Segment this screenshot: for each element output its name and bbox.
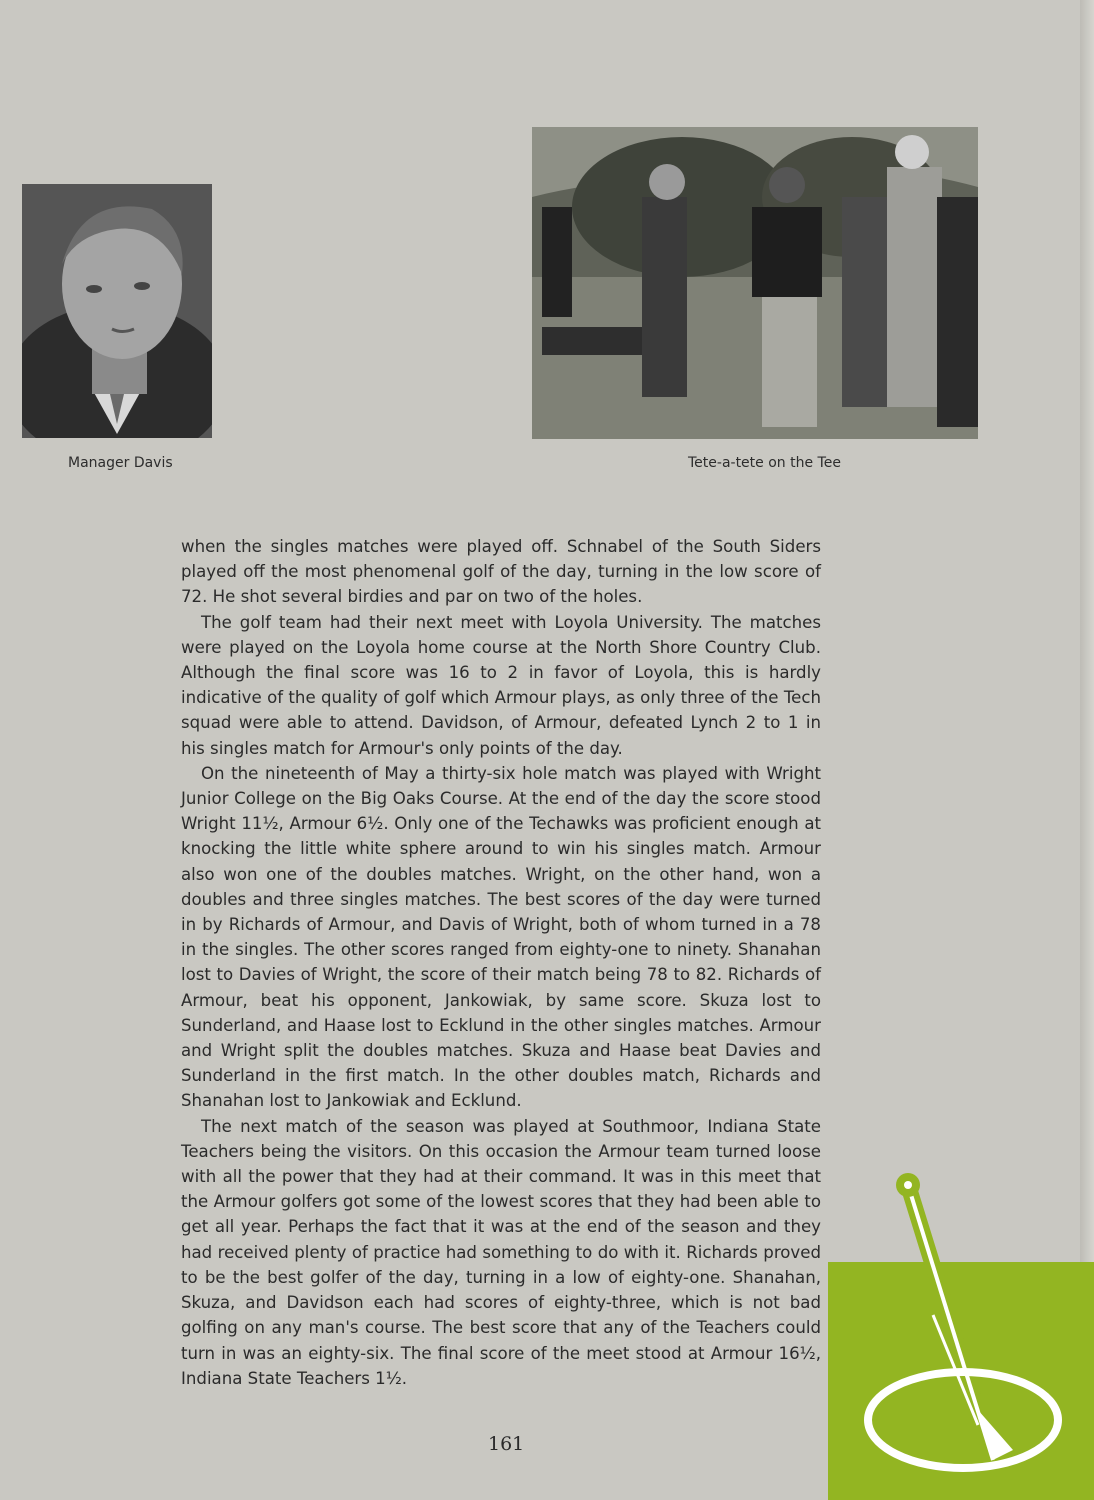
paragraph: The next match of the season was played at Southmoor, Indiana State Teachers being the visitors. On this occasion the Armour team turned loose with all the power that they had at their command. It was in this meet that the Armour golfers got some of the lowest scores that they had been able to get all year. Perhaps the fact that it was at the end of the season and they had received plenty of practice had something to do with it. Richards proved to be the best golfer of the day, turning in a low of eighty-one. Shanahan, Skuza, and Davidson each had scores of eighty-three, which is not bad golfing on any man's course. The best score that any of the Teachers could turn in was an eighty-six. The final score of the meet stood at Armour 16½, Indiana State Teachers 1½. [181,1116,821,1388]
paragraph: The golf team had their next meet with Loyola University. The matches were played on the Loyola home course at the North Shore Country Club. Although the final score was 16 to 2 in favor of Loyola, this is hardly indicative of the quality of golf which Armour plays, as only three of the Tech squad were able to attend. Davidson, of Armour, defeated Lynch 2 to 1 in his singles match for Armour's only points of the day. [181,612,821,758]
article-body [181,534,821,1391]
portrait-illustration [22,184,212,438]
page-number: 161 [488,1433,525,1455]
golf-club-illustration [828,1160,1094,1500]
group-illustration [532,127,978,439]
paragraph: On the nineteenth of May a thirty-six hole match was played with Wright Junior College on the Big Oaks Course. At the end of the day the score stood Wright 11½, Armour 6½. Only one of the Techawks was proficient enough at knocking the little white sphere around to win his singles match. Armour also won one of the doubles matches. Wright, on the other hand, won a doubles and three singles matches. The best scores of the day were turned in by Richards of Armour, and Davis of Wright, both of whom turned in a 78 in the singles. The other scores ranged from eighty-one to ninety. Shanahan lost to Davies of Wright, the score of their match being 78 to 82. Richards of Armour, beat his opponent, Jankowiak, by same score. Skuza lost to Sunderland, and Haase lost to Ecklund in the other singles matches. Armour and Wright split the doubles matches. Skuza and Haase beat Davies and Sunderland in the first match. In the other doubles match, Richards and Shanahan lost to Jankowiak and Ecklund. [181,763,821,1111]
portrait-caption: Manager Davis [68,455,173,471]
group-photo [532,127,978,439]
group-caption: Tete-a-tete on the Tee [688,455,841,471]
paragraph: when the singles matches were played off. Schnabel of the South Siders played off the most phenomenal golf of the day, turning in the low score of 72. He shot several birdies and par on two of the holes. [181,537,821,607]
portrait-photo [22,184,212,438]
